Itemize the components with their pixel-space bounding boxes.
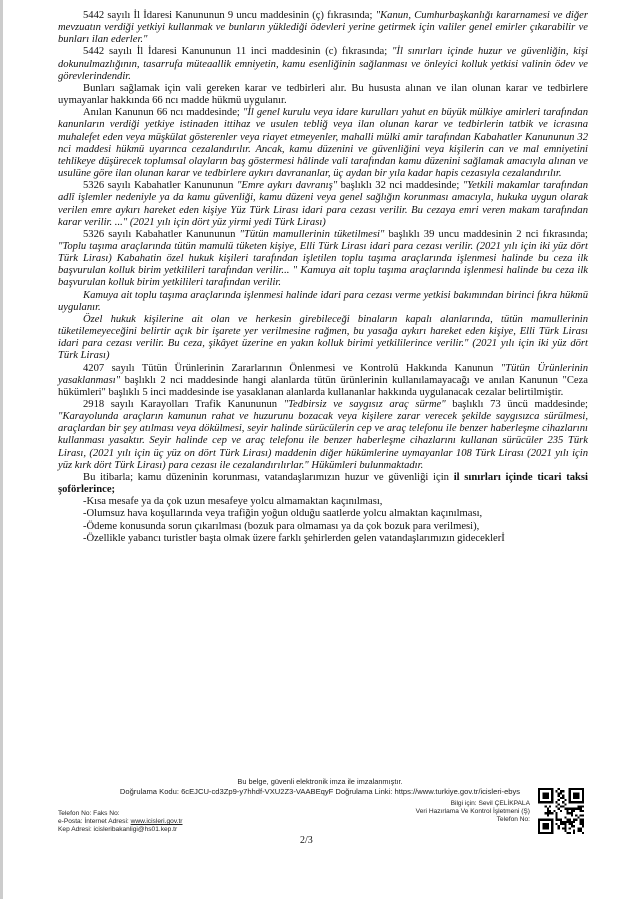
paragraph-text: Bu itibarla; kamu düzeninin korunması, vatandaşlarımızın huzur ve güvenliği için (83, 471, 454, 483)
paragraph-text: il sınırları içinde ticari taksi şoförlerince; (58, 471, 588, 496)
paragraph (58, 399, 588, 472)
paragraph (58, 508, 588, 520)
paragraph-text: başlıklı 73 üncü maddesinde; (445, 399, 589, 410)
paragraph-text: 5326 sayılı Kabahatler Kanununun (83, 228, 240, 240)
info-footer (372, 800, 530, 825)
e-signature-block (100, 777, 540, 797)
paragraph-text: 5326 sayılı Kabahatler Kanununun (83, 180, 237, 192)
paragraph-text: 4207 sayılı Tütün Ürünlerinin Zararlarının Önlenmesi ve Kontrolü Hakkında Kanunun (83, 362, 501, 374)
paragraph-text: başlıklı 32 nci maddesinde; (337, 180, 463, 192)
paragraph (58, 107, 588, 180)
paragraph (58, 290, 588, 314)
paragraph (58, 46, 588, 82)
phone-fax-label: Telefon No: Faks No: (58, 810, 120, 817)
paragraph (58, 472, 588, 496)
kep-address: Kep Adresi: icisleribakanligi@hs01.kep.tr (58, 826, 178, 834)
info-phone: Telefon No: (496, 816, 530, 824)
paragraph (58, 229, 588, 290)
paragraph-text: Bunları sağlamak için vali gereken karar ve tedbirleri alır. Bu hususta alınan ve ilan olunan karar ve tedbirlere uymayanlar hakkında 66 ncı madde hükmü uygulanır. (58, 82, 588, 107)
e-signature-notice: Bu belge, güvenli elektronik imza ile imzalanmıştır. (237, 777, 403, 786)
paragraph (58, 521, 588, 533)
paragraph-text: -Olumsuz hava koşullarında veya trafiğin yoğun olduğu saatlerde yolcu almaktan kaçınılması, (83, 508, 483, 520)
paragraph-text: "Yetkili makamlar tarafından adlî işlemler nedeniyle ya da kamu güvenliği, kamu düzeni veya genel sağlığın korunması amacıyla, hukuka uygun olarak verilen emre aykırı hareket eden kişiye Yüz Türk Lirası idari para cezası verilir. Bu cezaya emri veren makam tarafından karar verilir. ..." (2021 yılı için dört yüz yirmi yedi Türk Lirası) (58, 180, 589, 228)
verification-line: Doğrulama Kodu: 6cEJCU-cd3Zp9-y7hhdf-VXU2Z3-VAABEqyF Doğrulama Linki: https://www.turkiye.gov.tr/icisleri-ebys (119, 787, 521, 796)
paragraph-text: Özel hukuk kişilerine ait olan ve herkesin girebileceği binaların kapalı alanlarında, tütün mamullerinin tüketilemeyeceğini belirtir açık bir işarete yer verilmesine rağmen, bu yasağa aykırı hareket eden kişiye, Elli Türk Lirası idari para cezası verilir. Bu ceza, şikâyet üzerine en yakın kolluk birimi yetkililerince verilir." (2021 yılı için iki yüz dört Türk Lirası) (58, 313, 588, 362)
paragraph-text: "Emre aykırı davranış" (236, 180, 338, 192)
page-number: 2/3 (300, 835, 313, 846)
paragraph-text: 5442 sayılı İl İdaresi Kanununun 9 uncu maddesinin (ç) fıkrasında; (83, 10, 376, 21)
paragraph-text: -Özellikle yabancı turistler başta olmak üzere farklı şehirlerden gelen vatandaşlarımızın gideceklerİ (83, 532, 505, 544)
paragraph-text: Kamuya ait toplu taşıma araçlarında işlenmesi halinde idari para cezası verme yetkisi bakımından birinci fıkra hükmü uygulanır. (58, 289, 588, 313)
paragraph-text: 5442 sayılı İl İdaresi Kanununun 11 inci maddesinin (c) fıkrasında; (83, 46, 392, 58)
paragraph-text: başlıklı 39 uncu maddesinin 2 nci fıkrasında; (384, 228, 588, 240)
paragraph-text: "Tütün mamullerinin tüketilmesi" (239, 228, 385, 240)
email-web-label: e-Posta: İnternet Adresi: (58, 818, 131, 826)
email-web-line (58, 818, 278, 826)
paragraph (58, 314, 588, 363)
paragraph (58, 83, 588, 107)
document-body (58, 10, 588, 545)
paragraph (58, 363, 588, 399)
info-unit: Veri Hazırlama Ve Kontrol İşletmeni (Ş) (415, 808, 530, 816)
paragraph (58, 533, 588, 545)
paragraph-text: -Kısa mesafe ya da çok uzun mesafeye yolcu almamaktan kaçınılması, (83, 496, 383, 508)
paragraph-text: "Kanun, Cumhurbaşkanlığı kararnamesi ve diğer mevzuatın verdiği yetkiyi kullanmak ve bunların yüklediği ödevleri yerine getirmek için valiler genel emirler çıkarabilir ve bunları ilan ederler." (58, 10, 588, 46)
paragraph-text: "Toplu taşıma araçlarında tütün mamulü tüketen kişiye, Elli Türk Lirası idari para cezası verilir. (2021 yılı için iki yüz dört Türk Lirası) Kabahatin özel hukuk kişileri tarafından işletilen toplu taşıma araçlarında işlenmesi halinde bu ceza ilk başvurulan kolluk birim yetkilileri tarafından verilir... " Kamuya ait toplu taşıma araçlarında işlenmesi halinde bu ceza ilk başvurulan kolluk birim yetkilileri tarafından verilir. (58, 240, 588, 289)
paragraph (58, 10, 588, 46)
paragraph-text: "Tütün Ürünlerinin yasaklanması" (58, 362, 588, 386)
paragraph-text: "İl genel kurulu veya idare kurulları yahut en büyük mülkiye amirleri tarafından kanunların verdiği yetkiye istinaden ittihaz ve usulen tebliğ veya ilan olunan karar ve tedbirlerin tatbik ve icrasına muhalefet eden veya müşkülat gösterenler veya riayet etmeyenler, mahalli mülki amir tarafından Kabahatler Kanununun 32 nci maddesi hükmü uyarınca cezalandırılır. Ancak, kamu düzenini ve güvenliğini veya kişilerin can ve mal emniyetini tehlikeye düşürecek toplumsal olayların baş göstermesi hâlinde vali tarafından kamu düzenini sağlamak amacıyla alınan ve usulüne göre ilan olunan karar ve tedbirlere aykırı davrananlar, üç aydan bir yıla kadar hapis cezasıyla cezalandırılır. (58, 107, 588, 180)
paragraph (58, 496, 588, 508)
scan-edge (0, 0, 3, 899)
paragraph (58, 180, 588, 229)
paragraph-text: -Ödeme konusunda sorun çıkarılması (bozuk para olmaması ya da çok bozuk para verilmesi), (83, 520, 480, 532)
website-link[interactable]: www.icisleri.gov.tr (130, 818, 183, 826)
info-contact: Bilgi için: Sevil ÇELİKPALA (450, 800, 530, 807)
paragraph-text: Anılan Kanunun 66 ncı maddesinde; (83, 107, 243, 119)
paragraph-text: "Tedbirsiz ve saygısız araç sürme" (283, 399, 446, 410)
contact-footer (58, 810, 278, 835)
paragraph-text: "Karayolunda araçların kamunun rahat ve huzurunu bozacak veya kişilere zarar verecek şekilde saygısızca sürülmesi, araçlardan bir şey atılması veya dökülmesi, seyir halinde sürücülerin cep ve araç telefonu ile benzer haberleşme cihazlarını kullanması yasaktır. Seyir halinde cep ve araç telefonu ile benzer haberleşme cihazlarını kullanan sürücüler 235 Türk Lirası, (2021 yılı için üç yüz on dört Türk Lirası) maddenin diğer hükümlerine uymayanlar 108 Türk Lirası (2021 yılı için yüz kırk dört Türk Lirası) para cezası ile cezalandırılırlar." Hükümleri bulunmaktadır. (58, 411, 588, 471)
paragraph-text: 2918 sayılı Karayolları Trafik Kanununun (83, 399, 284, 410)
paragraph-text: başlıklı 2 nci maddesinde hangi alanlarda tütün ürünlerinin kullanılamayacağı ve anılan Kanunun "Ceza hükümleri" başlıklı 5 inci maddesinde ise yasaklanan alanlarda kullananlar hakkında uygulanacak cezalar belirtilmiştir. (58, 374, 588, 398)
qr-code-icon (538, 788, 584, 834)
paragraph-text: "İl sınırları içinde huzur ve güvenliğin, kişi dokunulmazlığının, tasarrufa müteaallik emniyetin, kamu esenliğinin sağlanması ve önleyici kolluk yetkisi valinin ödev ve görevlerindendir. (58, 46, 588, 82)
